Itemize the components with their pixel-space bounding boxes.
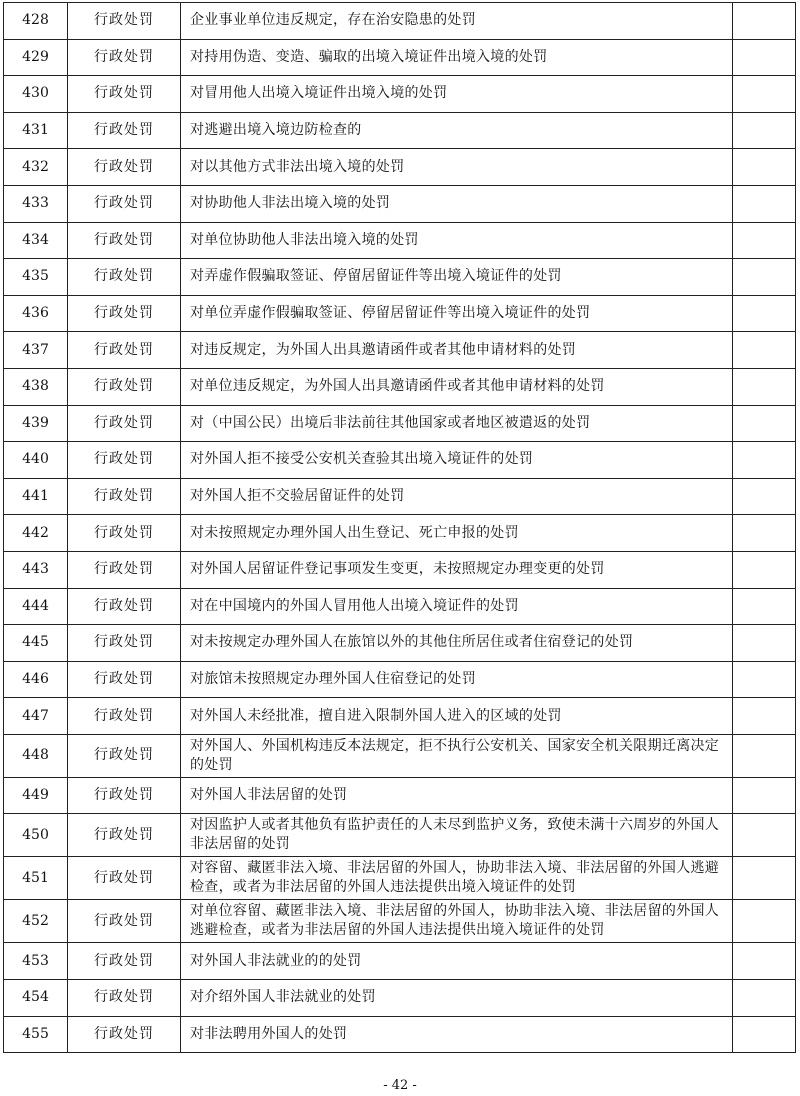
table-row [4,661,796,698]
row-number-cell: 436 [4,295,68,332]
row-note-cell [733,39,796,76]
row-note-cell [733,185,796,222]
row-type-cell: 行政处罚 [68,857,181,900]
row-number-cell: 452 [4,900,68,943]
table-row [4,857,796,900]
row-item-cell: 对因监护人或者其他负有监护责任的人未尽到监护义务，致使未满十六周岁的外国人非法居留的处罚 [181,814,733,857]
row-type-cell: 行政处罚 [68,478,181,515]
row-item-cell: 对单位违反规定，为外国人出具邀请函件或者其他申请材料的处罚 [181,368,733,405]
row-item-cell: 对外国人未经批准，擅自进入限制外国人进入的区域的处罚 [181,698,733,735]
row-type-cell: 行政处罚 [68,368,181,405]
table-row [4,39,796,76]
row-type-cell: 行政处罚 [68,3,181,40]
row-item-cell: 对协助他人非法出境入境的处罚 [181,185,733,222]
row-note-cell [733,698,796,735]
row-item-cell: 对单位弄虚作假骗取签证、停留居留证件等出境入境证件的处罚 [181,295,733,332]
table-row [4,76,796,113]
row-number-cell: 447 [4,698,68,735]
row-note-cell [733,3,796,40]
table-row [4,814,796,857]
item-table-body [4,3,796,1053]
row-item-cell: 对违反规定，为外国人出具邀请函件或者其他申请材料的处罚 [181,332,733,369]
row-number-cell: 455 [4,1016,68,1053]
row-note-cell [733,149,796,186]
row-number-cell: 440 [4,442,68,479]
row-number-cell: 432 [4,149,68,186]
row-item-cell: 对冒用他人出境入境证件出境入境的处罚 [181,76,733,113]
row-item-cell: 对（中国公民）出境后非法前往其他国家或者地区被遣返的处罚 [181,405,733,442]
row-type-cell: 行政处罚 [68,814,181,857]
table-row [4,777,796,814]
row-number-cell: 431 [4,112,68,149]
row-number-cell: 441 [4,478,68,515]
row-note-cell [733,980,796,1017]
row-note-cell [733,625,796,662]
row-type-cell: 行政处罚 [68,734,181,777]
table-row [4,698,796,735]
row-type-cell: 行政处罚 [68,943,181,980]
row-note-cell [733,814,796,857]
table-row [4,185,796,222]
row-note-cell [733,259,796,296]
row-number-cell: 442 [4,515,68,552]
item-table [3,2,796,1053]
row-note-cell [733,943,796,980]
row-number-cell: 437 [4,332,68,369]
table-row [4,332,796,369]
row-note-cell [733,442,796,479]
row-note-cell [733,332,796,369]
row-item-cell: 对外国人非法就业的的处罚 [181,943,733,980]
row-type-cell: 行政处罚 [68,625,181,662]
row-number-cell: 438 [4,368,68,405]
row-type-cell: 行政处罚 [68,442,181,479]
table-row [4,368,796,405]
row-note-cell [733,900,796,943]
table-row [4,1016,796,1053]
table-row [4,149,796,186]
row-number-cell: 443 [4,551,68,588]
row-item-cell: 对旅馆未按照规定办理外国人住宿登记的处罚 [181,661,733,698]
row-type-cell: 行政处罚 [68,900,181,943]
row-note-cell [733,405,796,442]
row-item-cell: 对介绍外国人非法就业的处罚 [181,980,733,1017]
row-number-cell: 435 [4,259,68,296]
row-type-cell: 行政处罚 [68,777,181,814]
row-note-cell [733,777,796,814]
table-row [4,588,796,625]
row-number-cell: 450 [4,814,68,857]
row-item-cell: 企业事业单位违反规定，存在治安隐患的处罚 [181,3,733,40]
row-note-cell [733,295,796,332]
row-type-cell: 行政处罚 [68,551,181,588]
row-note-cell [733,112,796,149]
row-type-cell: 行政处罚 [68,588,181,625]
table-row [4,734,796,777]
row-type-cell: 行政处罚 [68,980,181,1017]
table-row [4,295,796,332]
row-item-cell: 对未按规定办理外国人在旅馆以外的其他住所居住或者住宿登记的处罚 [181,625,733,662]
row-note-cell [733,857,796,900]
row-item-cell: 对弄虚作假骗取签证、停留居留证件等出境入境证件的处罚 [181,259,733,296]
row-type-cell: 行政处罚 [68,1016,181,1053]
row-number-cell: 439 [4,405,68,442]
table-row [4,442,796,479]
row-note-cell [733,588,796,625]
row-item-cell: 对单位协助他人非法出境入境的处罚 [181,222,733,259]
row-number-cell: 448 [4,734,68,777]
table-row [4,551,796,588]
row-note-cell [733,478,796,515]
row-item-cell: 对容留、藏匿非法入境、非法居留的外国人，协助非法入境、非法居留的外国人逃避检查，或者为非法居留的外国人违法提供出境入境证件的处罚 [181,857,733,900]
row-type-cell: 行政处罚 [68,405,181,442]
row-type-cell: 行政处罚 [68,112,181,149]
row-item-cell: 对以其他方式非法出境入境的处罚 [181,149,733,186]
row-number-cell: 446 [4,661,68,698]
row-item-cell: 对外国人拒不交验居留证件的处罚 [181,478,733,515]
row-item-cell: 对逃避出境入境边防检查的 [181,112,733,149]
table-row [4,259,796,296]
row-note-cell [733,76,796,113]
row-item-cell: 对外国人拒不接受公安机关查验其出境入境证件的处罚 [181,442,733,479]
table-row [4,515,796,552]
row-type-cell: 行政处罚 [68,661,181,698]
table-row [4,943,796,980]
row-number-cell: 428 [4,3,68,40]
row-note-cell [733,368,796,405]
row-number-cell: 444 [4,588,68,625]
table-row [4,405,796,442]
row-item-cell: 对未按照规定办理外国人出生登记、死亡申报的处罚 [181,515,733,552]
table-row [4,980,796,1017]
row-number-cell: 451 [4,857,68,900]
row-note-cell [733,222,796,259]
row-number-cell: 434 [4,222,68,259]
row-number-cell: 449 [4,777,68,814]
row-type-cell: 行政处罚 [68,149,181,186]
row-number-cell: 454 [4,980,68,1017]
row-number-cell: 429 [4,39,68,76]
row-type-cell: 行政处罚 [68,185,181,222]
row-number-cell: 445 [4,625,68,662]
row-note-cell [733,1016,796,1053]
row-type-cell: 行政处罚 [68,332,181,369]
row-type-cell: 行政处罚 [68,515,181,552]
row-item-cell: 对单位容留、藏匿非法入境、非法居留的外国人，协助非法入境、非法居留的外国人逃避检查，或者为非法居留的外国人违法提供出境入境证件的处罚 [181,900,733,943]
row-note-cell [733,515,796,552]
table-row [4,112,796,149]
row-item-cell: 对外国人、外国机构违反本法规定，拒不执行公安机关、国家安全机关限期迁离决定的处罚 [181,734,733,777]
row-note-cell [733,661,796,698]
row-type-cell: 行政处罚 [68,259,181,296]
row-type-cell: 行政处罚 [68,76,181,113]
row-item-cell: 对在中国境内的外国人冒用他人出境入境证件的处罚 [181,588,733,625]
row-note-cell [733,734,796,777]
row-item-cell: 对外国人居留证件登记事项发生变更，未按照规定办理变更的处罚 [181,551,733,588]
row-item-cell: 对持用伪造、变造、骗取的出境入境证件出境入境的处罚 [181,39,733,76]
row-type-cell: 行政处罚 [68,39,181,76]
row-note-cell [733,551,796,588]
row-number-cell: 453 [4,943,68,980]
table-row [4,478,796,515]
row-number-cell: 430 [4,76,68,113]
row-type-cell: 行政处罚 [68,295,181,332]
table-row [4,900,796,943]
table-row [4,3,796,40]
row-type-cell: 行政处罚 [68,698,181,735]
row-item-cell: 对非法聘用外国人的处罚 [181,1016,733,1053]
row-number-cell: 433 [4,185,68,222]
row-item-cell: 对外国人非法居留的处罚 [181,777,733,814]
page-number: - 42 - [383,1078,417,1093]
table-row [4,222,796,259]
table-row [4,625,796,662]
row-type-cell: 行政处罚 [68,222,181,259]
